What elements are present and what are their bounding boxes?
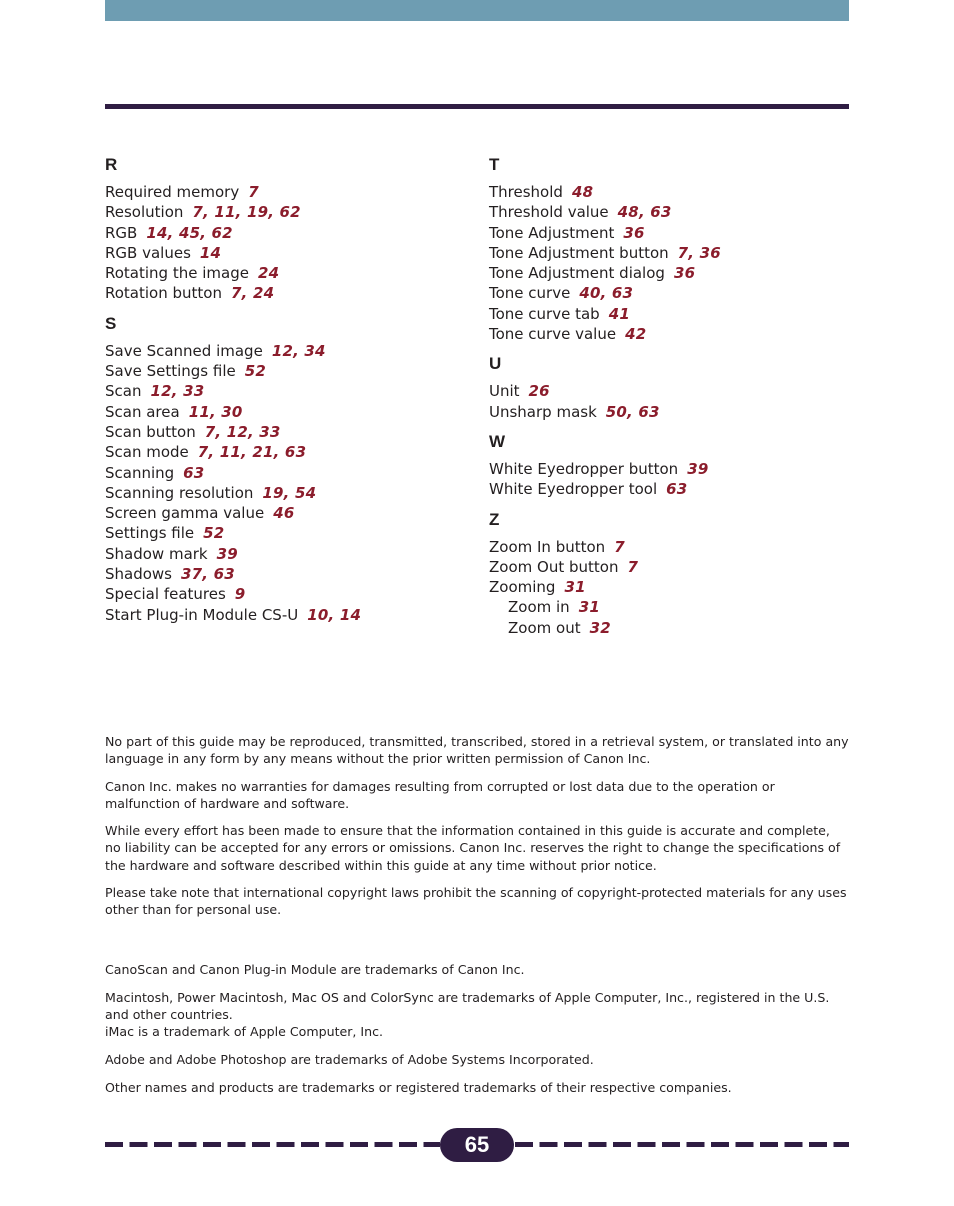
- section-letter: Z: [489, 509, 500, 529]
- page-reference-link[interactable]: 31: [564, 578, 586, 597]
- index-term: Zoom out: [508, 618, 581, 637]
- page-reference-link[interactable]: 7, 24: [230, 284, 275, 303]
- index-term: Tone curve value: [489, 325, 617, 344]
- index-term: Start Plug-in Module CS-U: [105, 605, 299, 624]
- page-reference-link[interactable]: 14, 45, 62: [146, 223, 233, 242]
- index-entry: [105, 361, 485, 381]
- index-term: Scan area: [105, 402, 180, 421]
- index-entry: [105, 263, 485, 283]
- index-term: Threshold: [489, 183, 563, 201]
- index-entry: [489, 479, 869, 499]
- index-term: Shadows: [105, 565, 173, 584]
- page-reference-link[interactable]: 63: [183, 463, 205, 482]
- trademark-imac: iMac is a trademark of Apple Computer, Inc.: [105, 1024, 384, 1040]
- index-entry: [105, 584, 485, 604]
- index-term: Scanning resolution: [105, 483, 254, 502]
- page-reference-link[interactable]: 12, 34: [271, 341, 326, 360]
- index-entry: [105, 523, 485, 543]
- page-reference-link[interactable]: 41: [608, 304, 630, 323]
- index-term: Unsharp mask: [489, 402, 597, 421]
- index-entry: [489, 618, 869, 638]
- page-reference-link[interactable]: 7, 12, 33: [204, 422, 281, 441]
- page-reference-link[interactable]: 63: [666, 480, 688, 499]
- index-term: RGB: [105, 223, 138, 242]
- page-footer: [105, 1128, 849, 1162]
- index-column-left: [105, 150, 485, 625]
- index-section: [489, 354, 869, 422]
- index-section: [489, 432, 869, 500]
- page-reference-link[interactable]: 11, 30: [188, 402, 243, 421]
- index-term: Settings file: [105, 524, 195, 543]
- notice-copyright: Please take note that international copyright laws prohibit the scanning of copyright-protected materials for any uses other than for personal use.: [105, 885, 847, 918]
- page-reference-link[interactable]: 48: [571, 183, 594, 201]
- page-reference-link[interactable]: 7: [614, 537, 625, 556]
- page-reference-link[interactable]: 52: [244, 362, 267, 381]
- page-reference-link[interactable]: 12, 33: [150, 382, 205, 401]
- section-letter: T: [489, 155, 500, 174]
- page-reference-link[interactable]: 36: [623, 223, 645, 242]
- page-reference-link[interactable]: 50, 63: [605, 402, 660, 421]
- index-term: Rotating the image: [105, 264, 249, 283]
- footer-dashes-left: [105, 1142, 440, 1147]
- page-reference-link[interactable]: 48, 63: [617, 203, 672, 222]
- index-entry: [105, 463, 485, 483]
- index-term: Resolution: [105, 203, 184, 222]
- index-entry: [105, 605, 485, 625]
- index-term: Save Scanned image: [105, 341, 263, 360]
- index-entry: [105, 544, 485, 564]
- index-term: Tone Adjustment button: [489, 243, 669, 262]
- index-section: [489, 155, 869, 344]
- index-entry: [489, 243, 869, 263]
- trademark-apple: Macintosh, Power Macintosh, Mac OS and ColorSync are trademarks of Apple Computer, Inc., registered in the U.S. and other countries.: [105, 989, 830, 1023]
- index-term: White Eyedropper tool: [489, 480, 658, 499]
- index-entry: [105, 182, 485, 202]
- page-reference-link[interactable]: 7, 11, 21, 63: [197, 443, 307, 462]
- index-entry: [489, 263, 869, 283]
- index-term: Zooming: [489, 578, 556, 597]
- page-reference-link[interactable]: 7, 36: [677, 243, 721, 262]
- section-letter: R: [105, 155, 118, 174]
- trademark-notices: [105, 961, 849, 1107]
- index-term: RGB values: [105, 243, 191, 262]
- index-entry: [489, 182, 869, 202]
- index-term: Screen gamma value: [105, 504, 265, 523]
- index-term: Unit: [489, 382, 520, 401]
- index-entry: [489, 304, 869, 324]
- index-section: [489, 510, 869, 638]
- index-entry: [489, 537, 869, 557]
- index-term: Rotation button: [105, 284, 222, 303]
- index-term: Scanning: [105, 463, 175, 482]
- page-reference-link[interactable]: 10, 14: [307, 605, 362, 624]
- index-term: Shadow mark: [105, 544, 208, 563]
- index-term: Tone curve: [489, 284, 571, 303]
- footer-dashes-right: [515, 1142, 849, 1147]
- header-band: [105, 0, 849, 21]
- index-entry: [105, 442, 485, 462]
- index-entry: [489, 324, 869, 344]
- page-reference-link[interactable]: 7: [248, 183, 259, 201]
- trademark-canon: CanoScan and Canon Plug-in Module are trademarks of Canon Inc.: [105, 962, 525, 977]
- index-entry: [105, 422, 485, 442]
- page-reference-link[interactable]: 31: [578, 598, 600, 617]
- index-entry: [489, 223, 869, 243]
- index-entry: [489, 402, 869, 422]
- page-reference-link[interactable]: 14: [199, 243, 222, 262]
- index-column-right: [489, 150, 869, 638]
- index-entry: [489, 283, 869, 303]
- index-entry: [105, 202, 485, 222]
- index-term: Save Settings file: [105, 362, 236, 381]
- index-entry: [105, 341, 485, 361]
- notice-liability: While every effort has been made to ensure that the information contained in this guide is accurate and complete, no liability can be accepted for any errors or omissions. Canon Inc. reserves the right to change the specifications of the hardware and software described within this guide at any time without prior notice.: [105, 823, 841, 873]
- page-reference-link[interactable]: 39: [216, 544, 238, 563]
- page-reference-link[interactable]: 7, 11, 19, 62: [192, 203, 301, 222]
- index-section: [105, 155, 485, 304]
- page-reference-link[interactable]: 42: [625, 325, 647, 344]
- page-reference-link[interactable]: 9: [234, 585, 246, 604]
- page-reference-link[interactable]: 46: [273, 504, 295, 523]
- page-reference-link[interactable]: 52: [203, 524, 225, 543]
- index-entry: [489, 557, 869, 577]
- index-term: Zoom Out button: [489, 557, 619, 576]
- index-term: Required memory: [105, 183, 240, 201]
- index-term: Zoom In button: [489, 537, 606, 556]
- index-entry: [489, 459, 869, 479]
- page-reference-link[interactable]: 24: [257, 264, 280, 283]
- index-entry: [105, 283, 485, 303]
- index-entry: [105, 243, 485, 263]
- notice-warranty: Canon Inc. makes no warranties for damages resulting from corrupted or lost data due to the operation or malfunction of hardware and software.: [105, 778, 775, 811]
- page-reference-link[interactable]: 32: [589, 618, 611, 637]
- index-term: Scan: [105, 382, 142, 401]
- header-rule: [105, 104, 849, 109]
- page-reference-link[interactable]: 26: [528, 382, 550, 401]
- index-entry: [489, 577, 869, 597]
- index-entry: [105, 564, 485, 584]
- trademark-others: Other names and products are trademarks or registered trademarks of their respective companies.: [105, 1079, 732, 1095]
- index-entry: [105, 483, 485, 503]
- index-entry: [489, 202, 869, 222]
- section-letter: U: [489, 354, 502, 374]
- page-reference-link[interactable]: 36: [673, 264, 696, 283]
- page-number: 65: [440, 1128, 514, 1162]
- index-term: Scan button: [105, 422, 196, 441]
- index-entry: [105, 503, 485, 523]
- index-term: Tone Adjustment dialog: [489, 264, 665, 283]
- notice-reproduction: No part of this guide may be reproduced, transmitted, transcribed, stored in a retrieval system, or translated into any language in any form by any means without the prior written permission of Canon Inc.: [105, 734, 849, 767]
- index-entry: [489, 381, 869, 401]
- index-term: Tone Adjustment: [489, 223, 615, 242]
- index-term: Scan mode: [105, 443, 189, 462]
- index-entry: [105, 381, 485, 401]
- legal-notices: [105, 733, 849, 929]
- section-letter: W: [489, 431, 506, 451]
- index-term: Special features: [105, 585, 226, 604]
- index-section: [105, 314, 485, 625]
- index-term: Threshold value: [489, 203, 609, 222]
- index-entry: [105, 402, 485, 422]
- section-letter: S: [105, 313, 117, 333]
- index-term: White Eyedropper button: [489, 459, 679, 478]
- page-reference-link[interactable]: 39: [687, 459, 709, 478]
- page-reference-link[interactable]: 7: [627, 557, 639, 576]
- page-reference-link[interactable]: 37, 63: [181, 565, 235, 584]
- trademark-adobe: Adobe and Adobe Photoshop are trademarks of Adobe Systems Incorporated.: [105, 1052, 594, 1068]
- index-term: Zoom in: [508, 598, 570, 617]
- page-reference-link[interactable]: 40, 63: [579, 284, 634, 303]
- index-entry: [489, 597, 869, 617]
- index-term: Tone curve tab: [489, 304, 600, 323]
- index-entry: [105, 223, 485, 243]
- page-reference-link[interactable]: 19, 54: [262, 483, 317, 502]
